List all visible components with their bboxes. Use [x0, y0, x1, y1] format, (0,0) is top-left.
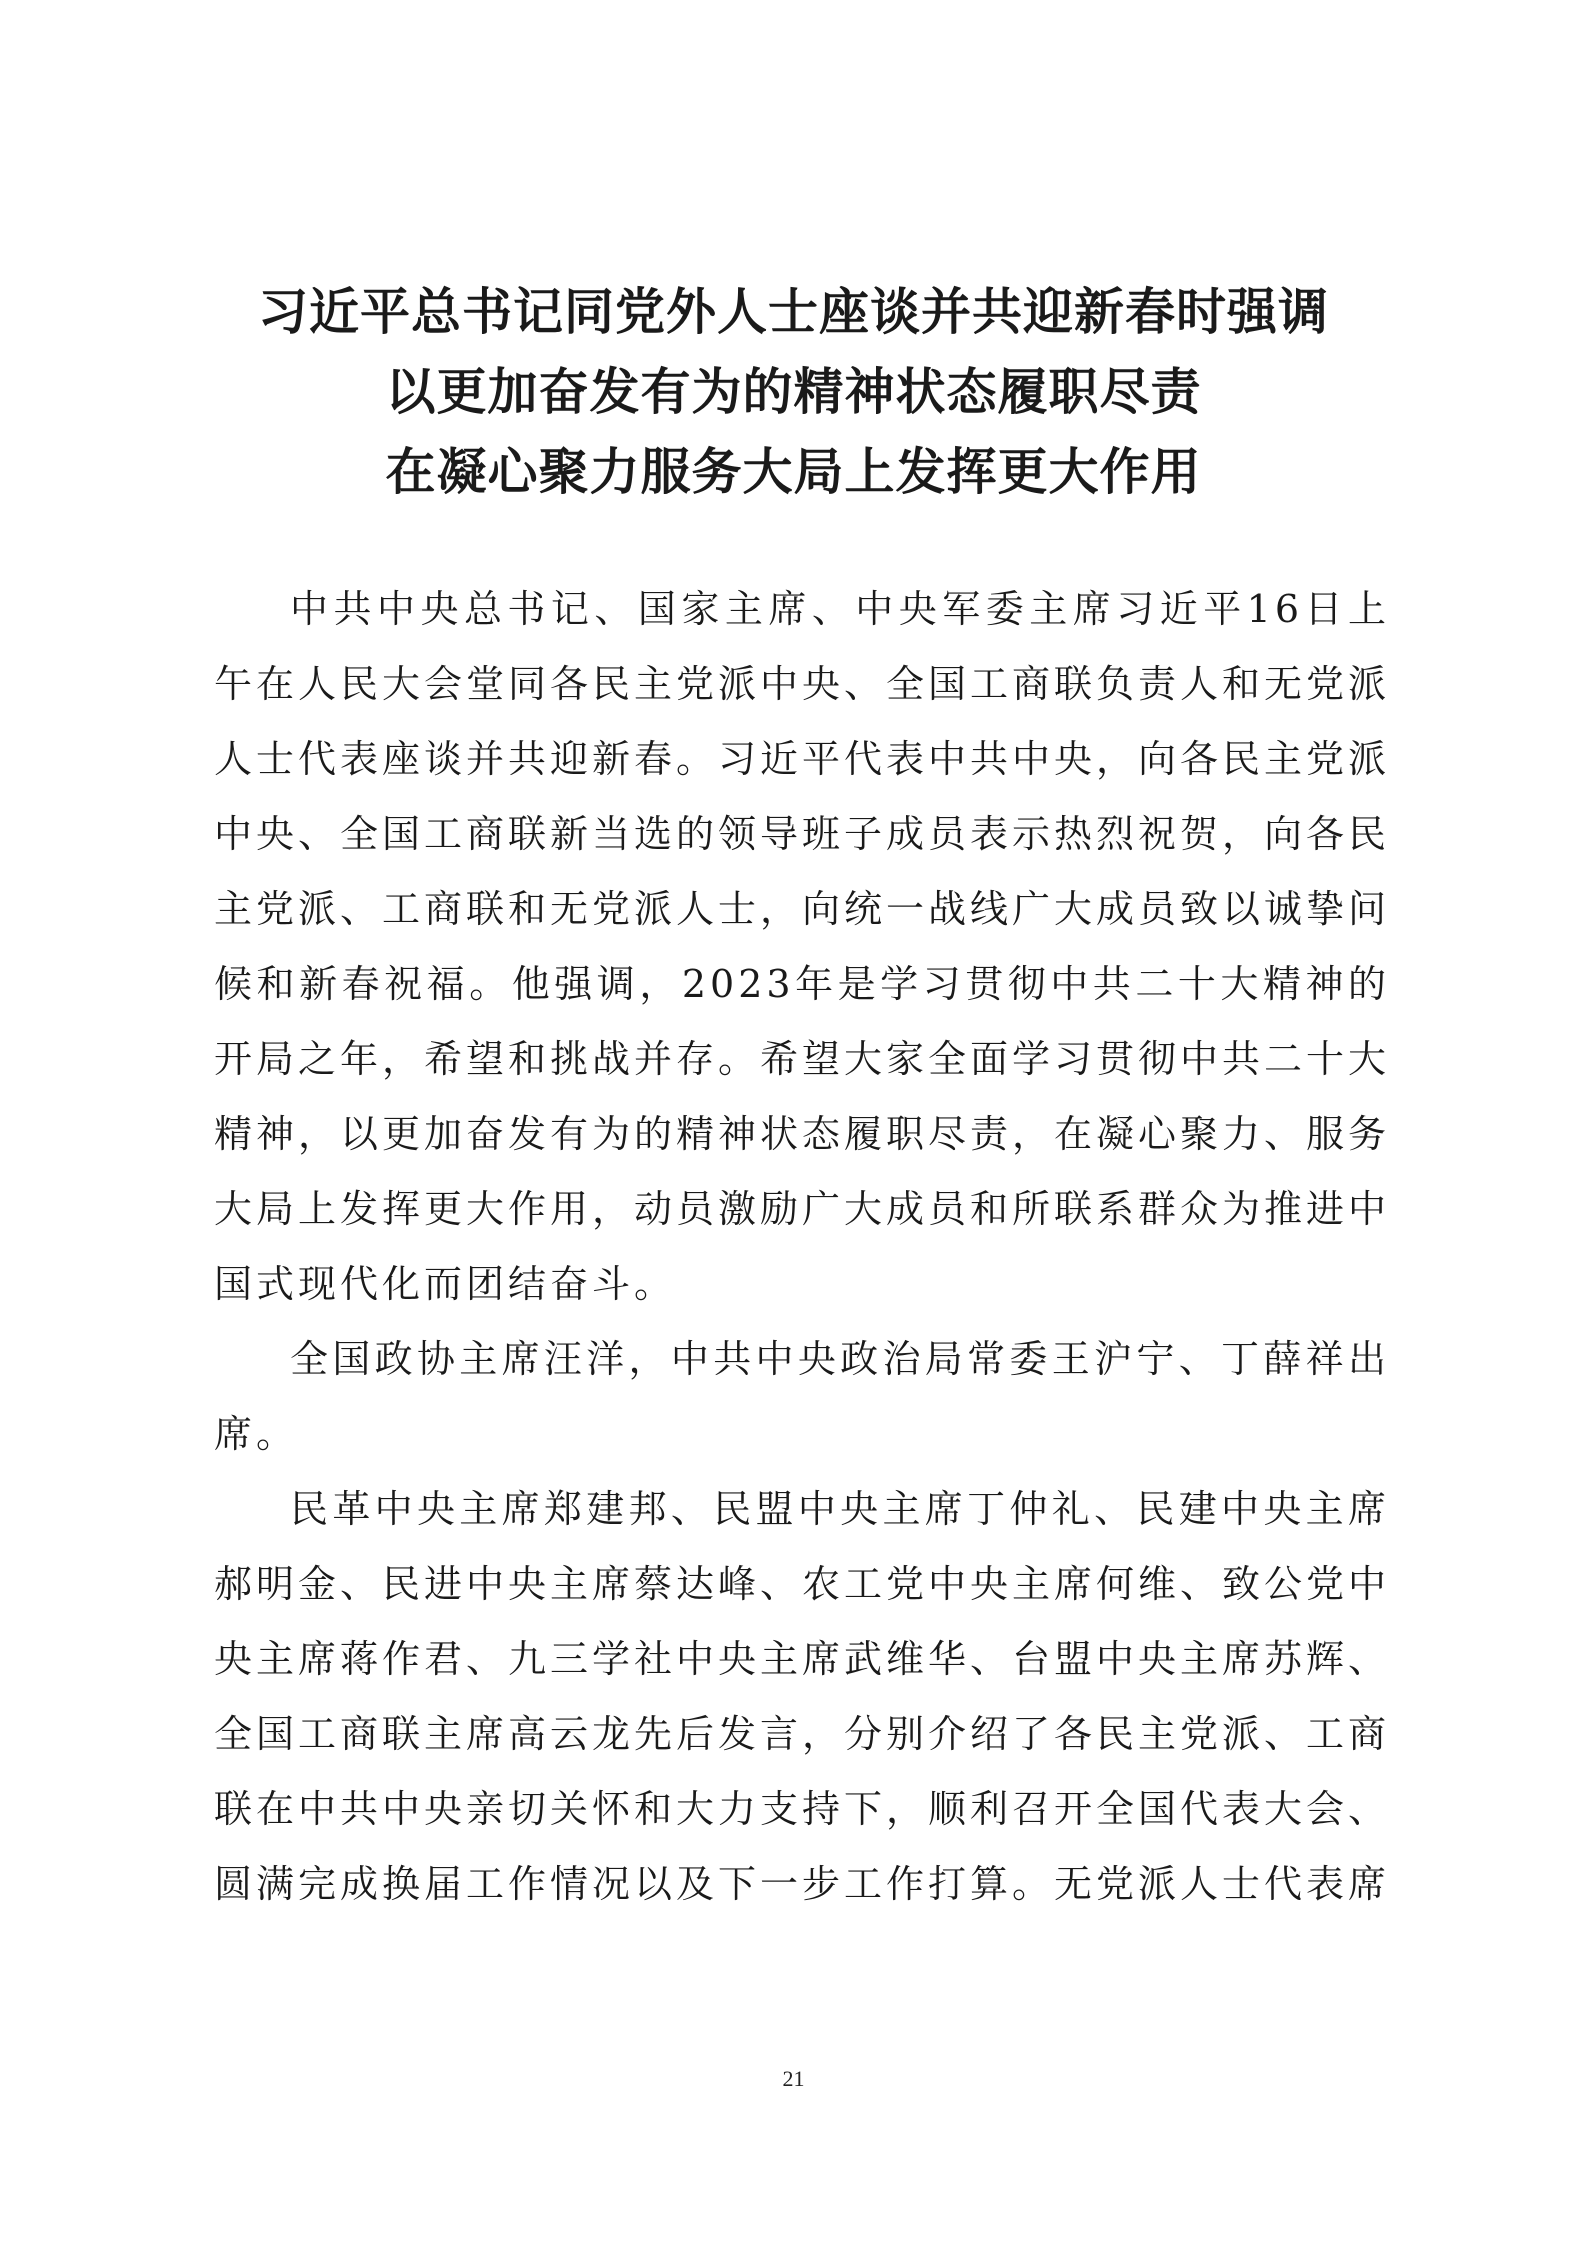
paragraph-3: 民革中央主席郑建邦、民盟中央主席丁仲礼、民建中央主席郝明金、民进中央主席蔡达峰、农工党中央主席何维、致公党中央主席蒋作君、九三学社中央主席武维华、台盟中央主席苏辉、全国工商联主席高云龙先后发言，分别介绍了各民主党派、工商联在中共中央亲切关怀和大力支持下，顺利召开全国代表大会、圆满完成换届工作情况以及下一步工作打算。无党派人士代表席 [214, 1487, 1391, 1906]
article-body [214, 572, 1390, 1922]
article-title [200, 272, 1387, 512]
page-number: 21 [782, 2066, 805, 2091]
paragraph-1: 中共中央总书记、国家主席、中央军委主席习近平16日上午在人民大会堂同各民主党派中央、全国工商联负责人和无党派人士代表座谈并共迎新春。习近平代表中共中央，向各民主党派中央、全国工商联新当选的领导班子成员表示热烈祝贺，向各民主党派、工商联和无党派人士，向统一战线广大成员致以诚挚问候和新春祝福。他强调，2023年是学习贯彻中共二十大精神的开局之年，希望和挑战并存。希望大家全面学习贯彻中共二十大精神，以更加奋发有为的精神状态履职尽责，在凝心聚力、服务大局上发挥更大作用，动员激励广大成员和所联系群众为推进中国式现代化而团结奋斗。 [214, 587, 1391, 1306]
title-line-3: 在凝心聚力服务大局上发挥更大作用 [385, 442, 1202, 501]
paragraph-2: 全国政协主席汪洋，中共中央政治局常委王沪宁、丁薛祥出席。 [214, 1337, 1390, 1456]
title-line-2: 以更加奋发有为的精神状态履职尽责 [385, 362, 1202, 421]
title-line-1: 习近平总书记同党外人士座谈并共迎新春时强调 [258, 282, 1329, 341]
